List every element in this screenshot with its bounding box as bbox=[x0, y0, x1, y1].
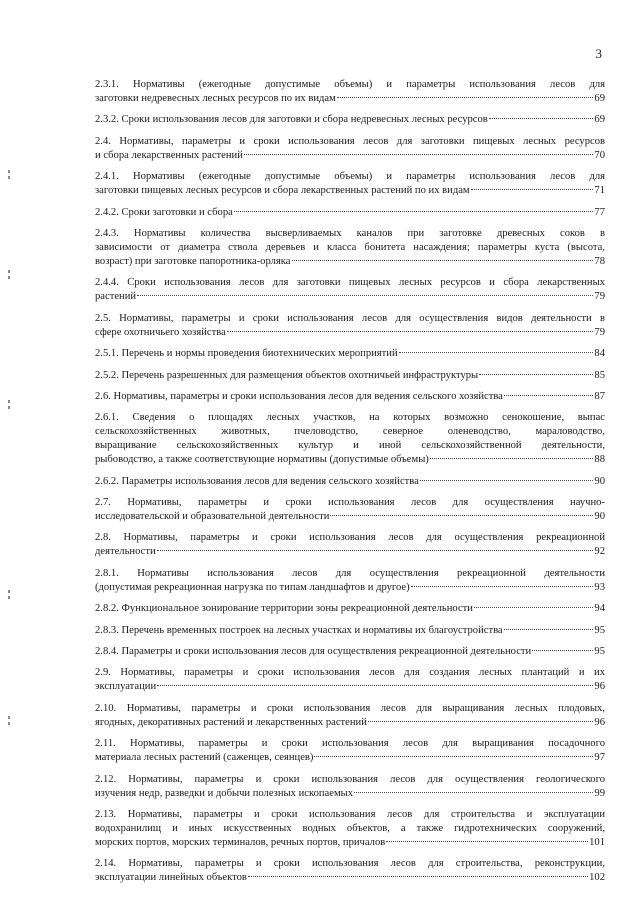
toc-entry[interactable] bbox=[95, 369, 605, 383]
toc-entry-title: 2.6. Нормативы, параметры и сроки использования лесов для ведения сельского хозяйства bbox=[95, 390, 503, 402]
toc-entry-line: 2.11. Нормативы, параметры и сроки использования лесов для выращивания посадочного bbox=[95, 738, 605, 750]
toc-page-number: 87 bbox=[594, 390, 605, 402]
toc-entry-last-line bbox=[95, 149, 605, 163]
toc-entry[interactable] bbox=[95, 78, 605, 106]
toc-entry[interactable] bbox=[95, 666, 605, 694]
toc-entry-last-line bbox=[95, 326, 605, 340]
toc-entry-last-line bbox=[95, 836, 605, 850]
toc-entry-last-line bbox=[95, 369, 605, 383]
toc-entry[interactable] bbox=[95, 496, 605, 524]
toc-entry-last-line bbox=[95, 680, 605, 694]
toc-page-number: 85 bbox=[594, 369, 605, 381]
toc-entry-last-line bbox=[95, 581, 605, 595]
dot-leader bbox=[292, 260, 594, 261]
toc-entry-last-line bbox=[95, 475, 605, 489]
toc-entry-title: (допустимая рекреационная нагрузка по типам ландшафтов и другое) bbox=[95, 581, 410, 593]
toc-entry-last-line bbox=[95, 510, 605, 524]
toc-entry-line: 2.7. Нормативы, параметры и сроки использования лесов для осуществления научно- bbox=[95, 497, 605, 509]
toc-entry-line: 2.4.1. Нормативы (ежегодные допустимые объемы) и параметры использования лесов для bbox=[95, 171, 605, 183]
toc-entry-last-line bbox=[95, 751, 605, 765]
toc-entry-line: выращивание сельскохозяйственных культур и иной сельскохозяйственной деятельности, bbox=[95, 440, 605, 452]
toc-entry-title: 2.8.3. Перечень временных построек на лесных участках и нормативы их благоустройства bbox=[95, 624, 503, 636]
toc-entry[interactable] bbox=[95, 737, 605, 765]
toc-entry[interactable] bbox=[95, 702, 605, 730]
toc-entry-line: 2.8.1. Нормативы использования лесов для осуществления рекреационной деятельности bbox=[95, 567, 605, 579]
toc-page-number: 94 bbox=[594, 603, 605, 615]
toc-entry-line: 2.12. Нормативы, параметры и сроки использования лесов для осуществления геологического bbox=[95, 773, 605, 785]
toc-entry-last-line bbox=[95, 453, 605, 467]
toc-entry-last-line bbox=[95, 545, 605, 559]
toc-entry-line: зависимости от диаметра ствола деревьев и класса бонитета насаждения; параметры куста (высота, bbox=[95, 241, 605, 253]
toc-entry[interactable] bbox=[95, 390, 605, 404]
dot-leader bbox=[157, 685, 593, 686]
toc-page-number: 95 bbox=[594, 646, 605, 658]
toc-entry-last-line bbox=[95, 92, 605, 106]
toc-entry-line: 2.4.3. Нормативы количества высверливаемых каналов при заготовке древесных соков в bbox=[95, 227, 605, 239]
toc-entry-last-line bbox=[95, 787, 605, 801]
toc-page-number: 69 bbox=[594, 93, 605, 104]
toc-entry-last-line bbox=[95, 290, 605, 304]
toc-entry-line: сельскохозяйственных животных, пчеловодство, северное оленеводство, мараловодство, bbox=[95, 426, 605, 438]
toc-entry-last-line bbox=[95, 184, 605, 198]
toc-entry[interactable] bbox=[95, 347, 605, 361]
toc-page-number: 79 bbox=[594, 326, 605, 338]
toc-entry[interactable] bbox=[95, 170, 605, 198]
dot-leader bbox=[504, 629, 594, 630]
dot-leader bbox=[386, 841, 588, 842]
page-number: 3 bbox=[595, 46, 602, 61]
toc-entry-title: 2.6.2. Параметры использования лесов для ведения сельского хозяйства bbox=[95, 475, 419, 487]
toc-page-number: 96 bbox=[594, 681, 605, 693]
toc-entry-title: 2.8.2. Функциональное зонирование территории зоны рекреационной деятельности bbox=[95, 603, 473, 615]
dot-leader bbox=[471, 189, 594, 190]
toc-page-number: 79 bbox=[594, 291, 605, 303]
toc-entry-last-line bbox=[95, 602, 605, 616]
toc-entry-title: материала лесных растений (саженцев, сеянцев) bbox=[95, 752, 314, 764]
toc-page-number: 93 bbox=[594, 581, 605, 593]
toc-entry-title: 2.8.4. Параметры и сроки использования лесов для осуществления рекреационной деятельности bbox=[95, 646, 532, 658]
toc-entry-line: 2.6.1. Сведения о площадях лесных участков, на которых возможно сенокошение, выпас bbox=[95, 412, 605, 424]
toc-entry-line: 2.9. Нормативы, параметры и сроки использования лесов для создания лесных плантаций и их bbox=[95, 667, 605, 679]
toc-entry-line: 2.4.4. Сроки использования лесов для заготовки пищевых лесных ресурсов и сбора лекарственных bbox=[95, 277, 605, 289]
toc-entry-last-line bbox=[95, 206, 605, 220]
dot-leader bbox=[479, 374, 593, 375]
dot-leader bbox=[354, 792, 593, 793]
toc-entry-last-line bbox=[95, 390, 605, 404]
dot-leader bbox=[234, 211, 594, 212]
toc-entry[interactable] bbox=[95, 567, 605, 595]
toc-page-number: 88 bbox=[594, 454, 605, 466]
dot-leader bbox=[489, 118, 594, 119]
toc-page-number: 71 bbox=[594, 185, 605, 197]
toc-entry-title: 2.4.2. Сроки заготовки и сбора bbox=[95, 206, 233, 218]
dot-leader bbox=[227, 331, 594, 332]
toc-entry[interactable] bbox=[95, 312, 605, 340]
toc-page-number: 102 bbox=[589, 872, 605, 884]
toc-page-number: 99 bbox=[594, 787, 605, 799]
toc-entry-line: 2.14. Нормативы, параметры и сроки использования лесов для строительства, реконструкции, bbox=[95, 858, 605, 870]
toc-entry-last-line bbox=[95, 624, 605, 638]
toc-entry[interactable] bbox=[95, 206, 605, 220]
toc-entry-line: 2.8. Нормативы, параметры и сроки использования лесов для осуществления рекреационной bbox=[95, 532, 605, 544]
dot-leader bbox=[314, 756, 593, 757]
dot-leader bbox=[337, 97, 594, 98]
toc-entry-title: 2.3.2. Сроки использования лесов для заготовки и сбора недревесных лесных ресурсов bbox=[95, 114, 488, 126]
toc-entry-title: эксплуатации bbox=[95, 681, 157, 693]
toc-entry-title: морских портов, морских терминалов, речных портов, причалов bbox=[95, 836, 386, 848]
toc-page-number: 96 bbox=[594, 716, 605, 728]
dot-leader bbox=[244, 154, 594, 155]
toc-entry[interactable] bbox=[95, 773, 605, 801]
toc-entry[interactable] bbox=[95, 624, 605, 638]
toc-page-number: 90 bbox=[594, 475, 605, 487]
toc-page-number: 90 bbox=[594, 511, 605, 523]
toc-entry-last-line bbox=[95, 113, 605, 127]
dot-leader bbox=[474, 607, 593, 608]
toc-entry[interactable] bbox=[95, 227, 605, 269]
toc-entry-last-line bbox=[95, 871, 605, 885]
dot-leader bbox=[430, 458, 594, 459]
toc-entry-last-line bbox=[95, 347, 605, 361]
dot-leader bbox=[248, 876, 588, 877]
toc-entry-title: ягодных, декоративных растений и лекарственных растений bbox=[95, 716, 367, 728]
toc-entry-line: 2.3.1. Нормативы (ежегодные допустимые объемы) и параметры использования лесов для bbox=[95, 79, 605, 90]
toc-entry-title: деятельности bbox=[95, 546, 156, 558]
toc-entry-title: возраст) при заготовке папоротника-орляка bbox=[95, 255, 291, 267]
toc-entry[interactable] bbox=[95, 113, 605, 127]
toc-entry-title: изучения недр, разведки и добычи полезных ископаемых bbox=[95, 787, 354, 799]
dot-leader bbox=[411, 586, 594, 587]
toc-entry-title: исследовательской и образовательной деятельности bbox=[95, 511, 330, 523]
toc-entry-title: эксплуатации линейных объектов bbox=[95, 872, 247, 884]
toc-entry-title: 2.5.2. Перечень разрешенных для размещения объектов охотничьей инфраструктуры bbox=[95, 369, 479, 381]
dot-leader bbox=[504, 395, 594, 396]
toc-entry-title: заготовки пищевых лесных ресурсов и сбора лекарственных растений по их видам bbox=[95, 185, 470, 197]
toc-entry[interactable] bbox=[95, 475, 605, 489]
toc-page-number: 95 bbox=[594, 624, 605, 636]
toc-entry-last-line bbox=[95, 255, 605, 269]
toc-entry[interactable] bbox=[95, 276, 605, 304]
toc-entry-line: 2.5. Нормативы, параметры и сроки использования лесов для осуществления видов деятельности в bbox=[95, 312, 605, 324]
toc-entry-title: растений bbox=[95, 291, 137, 303]
toc-page-number: 77 bbox=[594, 206, 605, 218]
toc-entry[interactable] bbox=[95, 602, 605, 616]
toc-page-number: 78 bbox=[594, 255, 605, 267]
table-of-contents bbox=[95, 78, 605, 893]
dot-leader bbox=[399, 352, 594, 353]
toc-entry-last-line bbox=[95, 645, 605, 659]
toc-entry-title: сфере охотничьего хозяйства bbox=[95, 326, 226, 338]
toc-entry-line: водохранилищ и иных искусственных водных объектов, а также гидротехнических сооружений, bbox=[95, 822, 605, 834]
dot-leader bbox=[137, 295, 593, 296]
toc-entry-title: заготовки недревесных лесных ресурсов по их видам bbox=[95, 93, 336, 104]
toc-entry-line: 2.13. Нормативы, параметры и сроки использования лесов для строительства и эксплуатации bbox=[95, 808, 605, 820]
toc-entry[interactable] bbox=[95, 645, 605, 659]
toc-page-number: 69 bbox=[594, 114, 605, 126]
toc-entry[interactable] bbox=[95, 857, 605, 885]
toc-entry-title: рыбоводство, а также соответствующие нормативы (допустимые объемы) bbox=[95, 454, 429, 466]
toc-page-number: 97 bbox=[594, 752, 605, 764]
toc-page-number: 101 bbox=[589, 836, 605, 848]
toc-page-number: 70 bbox=[594, 149, 605, 161]
dot-leader bbox=[330, 515, 593, 516]
toc-page-number: 92 bbox=[594, 546, 605, 558]
dot-leader bbox=[420, 480, 594, 481]
toc-entry[interactable] bbox=[95, 531, 605, 559]
dot-leader bbox=[368, 721, 594, 722]
toc-entry-title: 2.5.1. Перечень и нормы проведения биотехнических мероприятий bbox=[95, 348, 398, 360]
toc-entry[interactable] bbox=[95, 808, 605, 850]
toc-page-number: 84 bbox=[594, 348, 605, 360]
toc-entry-line: 2.10. Нормативы, параметры и сроки использования лесов для выращивания лесных плодовых, bbox=[95, 702, 605, 714]
dot-leader bbox=[157, 550, 594, 551]
toc-entry[interactable] bbox=[95, 135, 605, 163]
dot-leader bbox=[532, 650, 593, 651]
toc-entry-line: 2.4. Нормативы, параметры и сроки использования лесов для заготовки пищевых лесных ресурсов bbox=[95, 135, 605, 147]
toc-entry-last-line bbox=[95, 716, 605, 730]
toc-entry[interactable] bbox=[95, 411, 605, 467]
toc-entry-title: и сбора лекарственных растений bbox=[95, 149, 243, 161]
